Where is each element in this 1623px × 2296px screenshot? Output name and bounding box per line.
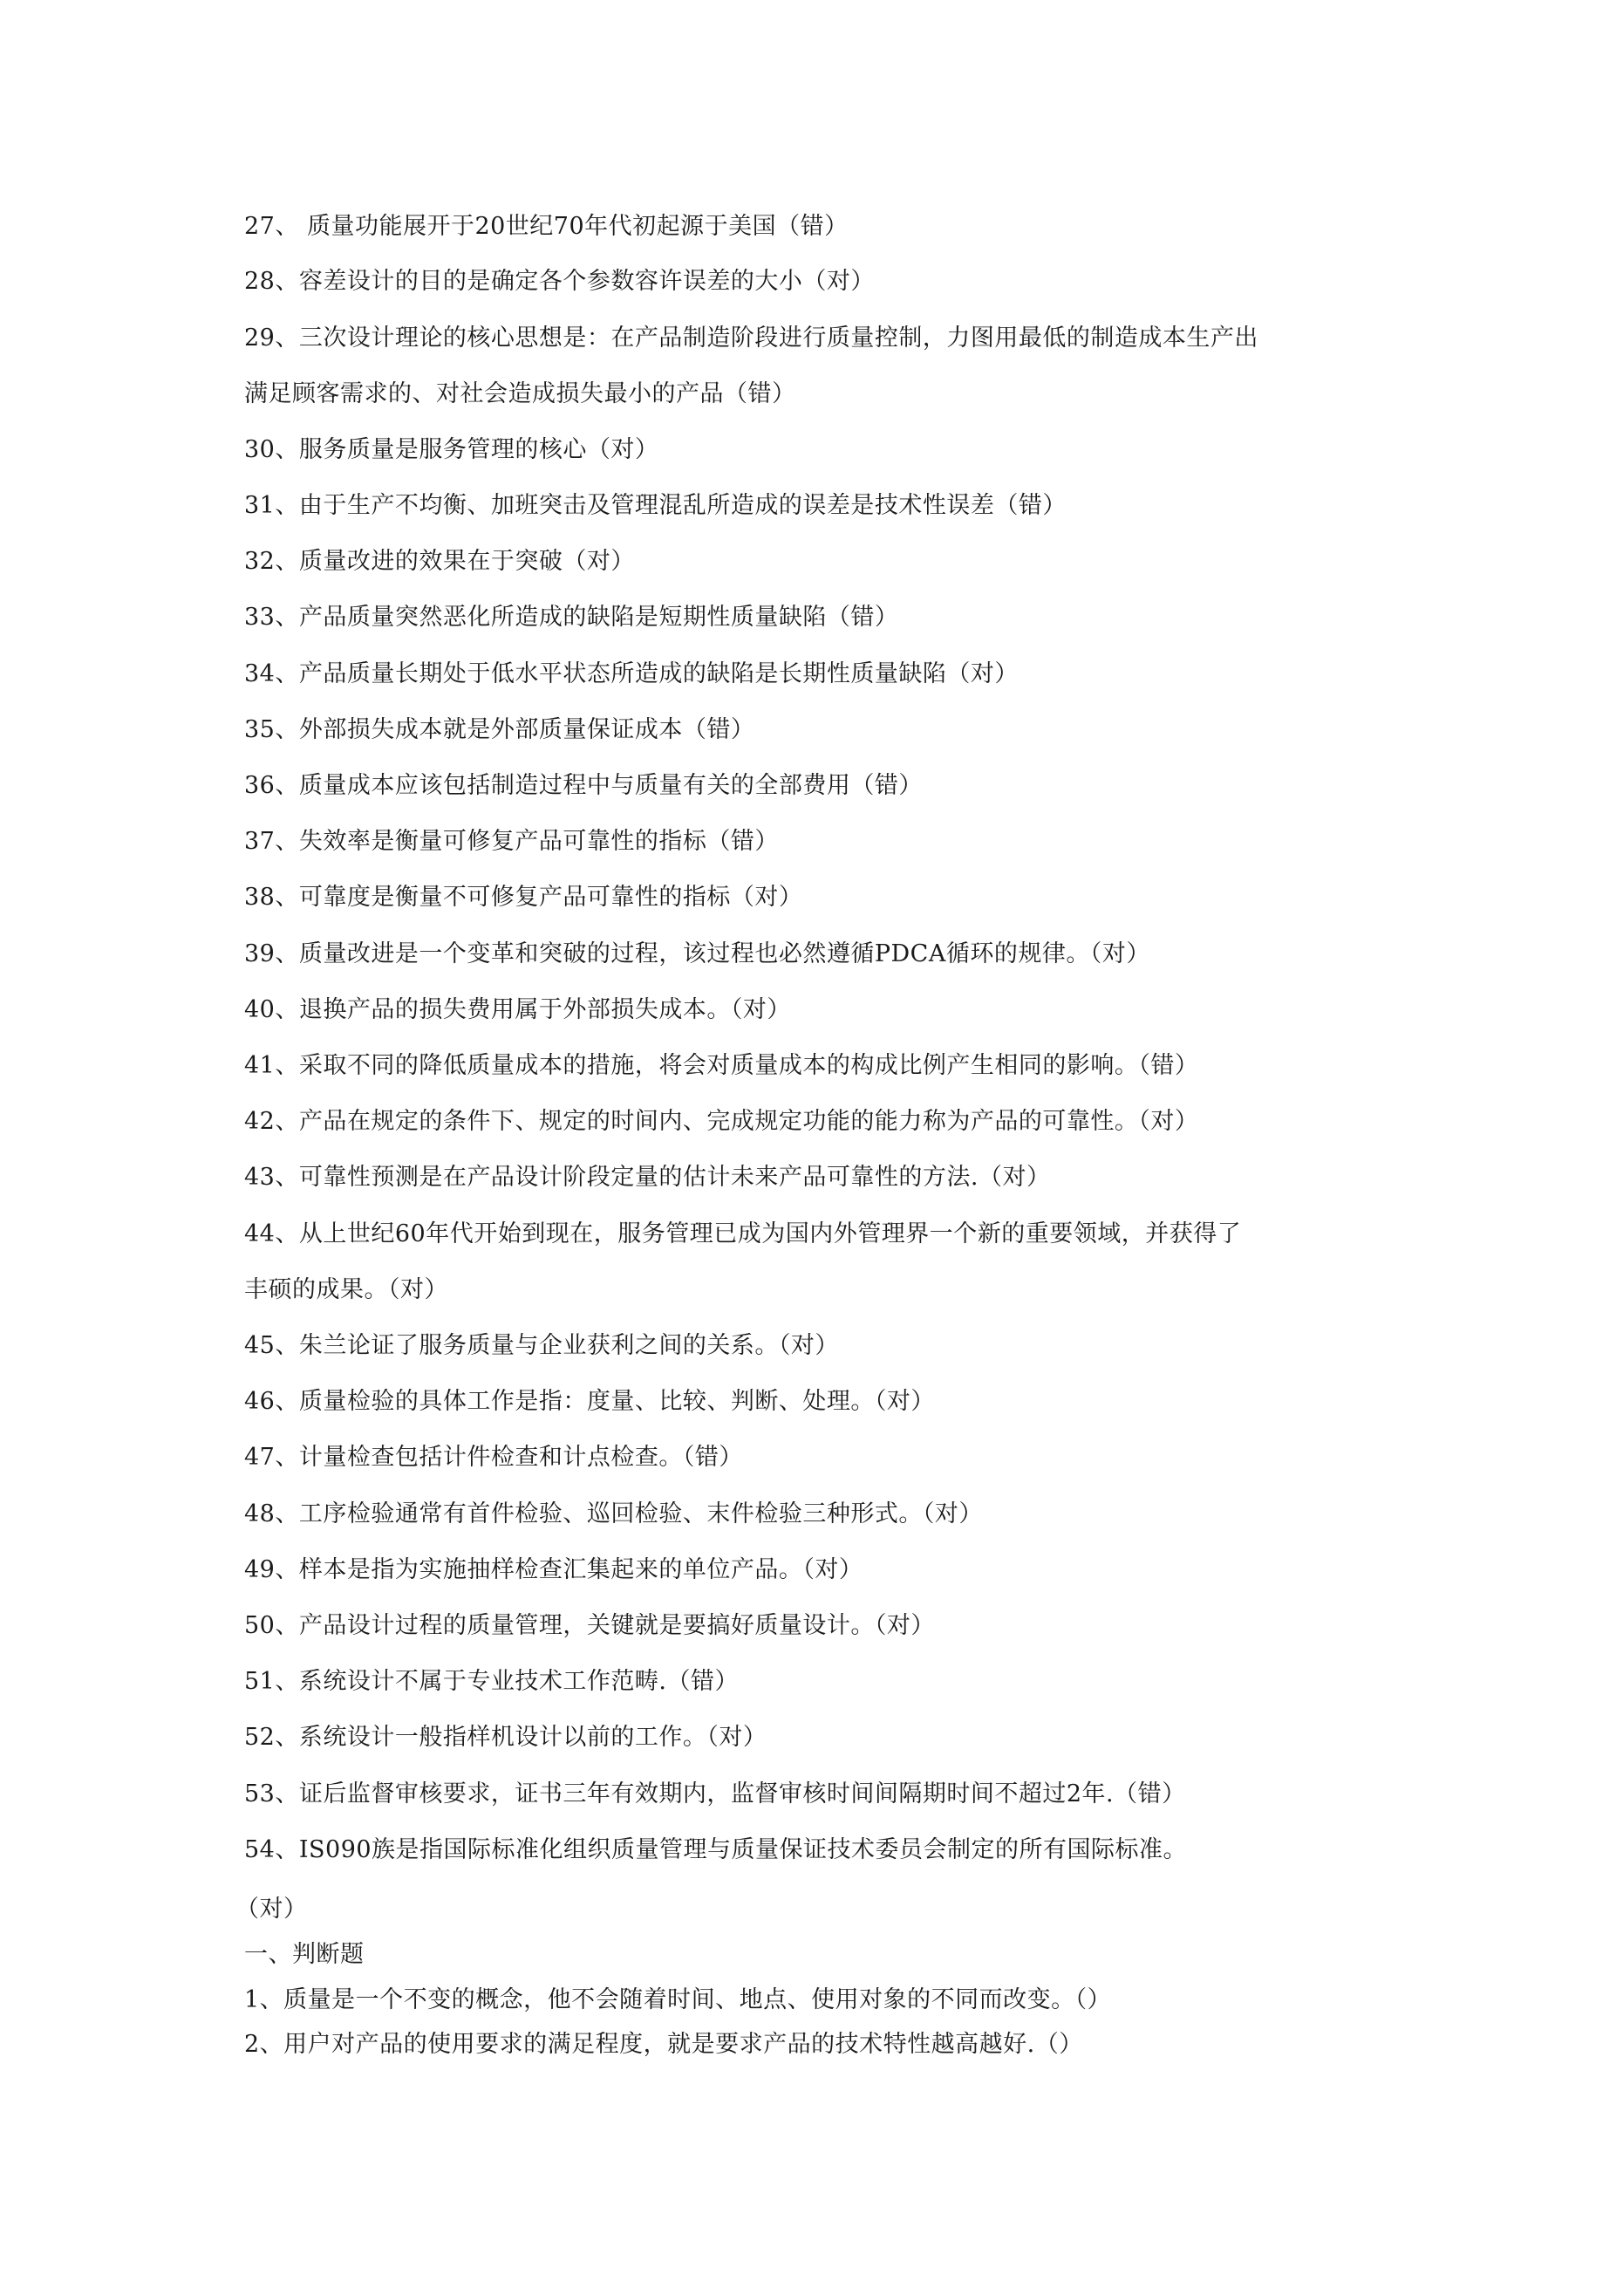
- line-43: 43、可靠性预测是在产品设计阶段定量的估计未来产品可靠性的方法.（对）: [244, 1164, 1051, 1191]
- line-41: 41、采取不同的降低质量成本的措施，将会对质量成本的构成比例产生相同的影响。（错）: [244, 1052, 1199, 1079]
- section-heading: 一、判断题: [244, 1941, 365, 1968]
- line-49: 49、样本是指为实施抽样检查汇集起来的单位产品。（对）: [244, 1556, 863, 1583]
- line-44-cont: 丰硕的成果。（对）: [244, 1276, 448, 1303]
- line-54-answer: （对）: [235, 1896, 308, 1923]
- line-30: 30、服务质量是服务管理的核心（对）: [244, 436, 659, 463]
- line-46: 46、质量检验的具体工作是指：度量、比较、判断、处理。（对）: [244, 1388, 935, 1415]
- question-1: 1、质量是一个不变的概念，他不会随着时间、地点、使用对象的不同而改变。（）: [244, 1986, 1112, 2013]
- line-50: 50、产品设计过程的质量管理，关键就是要搞好质量设计。（对）: [244, 1612, 935, 1639]
- line-54: 54、IS090族是指国际标准化组织质量管理与质量保证技术委员会制定的所有国际标准。: [244, 1836, 1188, 1863]
- line-29: 29、三次设计理论的核心思想是：在产品制造阶段进行质量控制，力图用最低的制造成本生产出: [244, 325, 1258, 352]
- line-48: 48、工序检验通常有首件检验、巡回检验、末件检验三种形式。（对）: [244, 1500, 983, 1527]
- line-37: 37、失效率是衡量可修复产品可靠性的指标（错）: [244, 828, 779, 855]
- line-44: 44、从上世纪60年代开始到现在，服务管理已成为国内外管理界一个新的重要领域，并获得了: [244, 1220, 1242, 1247]
- line-45: 45、朱兰论证了服务质量与企业获利之间的关系。（对）: [244, 1332, 839, 1359]
- line-34: 34、产品质量长期处于低水平状态所造成的缺陷是长期性质量缺陷（对）: [244, 660, 1019, 687]
- line-27: 27、 质量功能展开于20世纪70年代初起源于美国（错）: [244, 213, 849, 240]
- line-40: 40、退换产品的损失费用属于外部损失成本。（对）: [244, 996, 791, 1023]
- line-31: 31、由于生产不均衡、加班突击及管理混乱所造成的误差是技术性误差（错）: [244, 492, 1067, 519]
- line-35: 35、外部损失成本就是外部质量保证成本（错）: [244, 716, 755, 743]
- line-47: 47、计量检查包括计件检查和计点检查。（错）: [244, 1444, 743, 1471]
- line-29-cont: 满足顾客需求的、对社会造成损失最小的产品（错）: [244, 380, 796, 407]
- line-32: 32、质量改进的效果在于突破（对）: [244, 548, 635, 575]
- question-2: 2、用户对产品的使用要求的满足程度，就是要求产品的技术特性越高越好.（）: [244, 2031, 1083, 2058]
- line-33: 33、产品质量突然恶化所造成的缺陷是短期性质量缺陷（错）: [244, 604, 899, 631]
- line-53: 53、证后监督审核要求，证书三年有效期内，监督审核时间间隔期时间不超过2年.（错）: [244, 1780, 1186, 1807]
- line-28: 28、容差设计的目的是确定各个参数容许误差的大小（对）: [244, 268, 875, 295]
- line-38: 38、可靠度是衡量不可修复产品可靠性的指标（对）: [244, 884, 803, 911]
- line-42: 42、产品在规定的条件下、规定的时间内、完成规定功能的能力称为产品的可靠性。（对）: [244, 1108, 1199, 1135]
- line-39: 39、质量改进是一个变革和突破的过程，该过程也必然遵循PDCA循环的规律。（对）: [244, 940, 1150, 967]
- line-51: 51、系统设计不属于专业技术工作范畴.（错）: [244, 1668, 739, 1695]
- line-36: 36、质量成本应该包括制造过程中与质量有关的全部费用（错）: [244, 772, 923, 799]
- line-52: 52、系统设计一般指样机设计以前的工作。（对）: [244, 1724, 767, 1751]
